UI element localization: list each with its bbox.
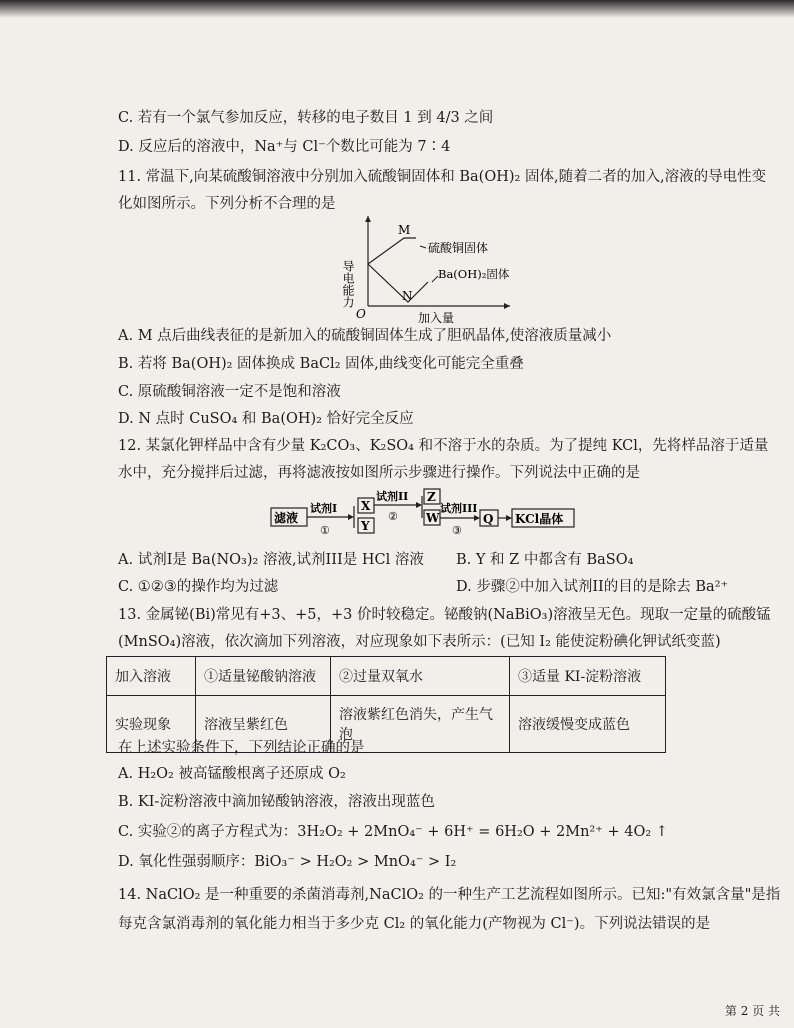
option-c-previous: C. 若有一个氯气参加反应，转移的电子数目 1 到 4/3 之间 <box>118 110 494 126</box>
question-12-line2: 水中，充分搅拌后过滤，再将滤液按如图所示步骤进行操作。下列说法中正确的是 <box>118 465 640 481</box>
origin-label: O <box>356 307 366 321</box>
conductivity-graph <box>334 210 534 325</box>
step-2-label: ② <box>388 510 398 523</box>
q-label: Q <box>483 512 494 526</box>
q12-option-a: A. 试剂I是 Ba(NO₃)₂ 溶液,试剂III是 HCl 溶液 <box>118 552 424 568</box>
step-3-label: ③ <box>452 524 462 537</box>
kcl-label: KCl晶体 <box>515 512 564 526</box>
point-n-label: N <box>402 289 413 303</box>
table-cell: 实验现象 <box>107 696 196 753</box>
q13-option-d: D. 氧化性强弱顺序：BiO₃⁻ > H₂O₂ > MnO₄⁻ > I₂ <box>118 854 457 870</box>
table-cell: ②过量双氧水 <box>331 657 510 696</box>
q13-lead: 在上述实验条件下，下列结论正确的是 <box>118 740 365 756</box>
q12-option-d: D. 步骤②中加入试剂II的目的是除去 Ba²⁺ <box>456 579 729 595</box>
q11-option-a: A. M 点后曲线表征的是新加入的硫酸铜固体生成了胆矾晶体,使溶液质量减小 <box>118 328 612 344</box>
table-cell: ③适量 KI-淀粉溶液 <box>510 657 666 696</box>
x-axis-arrow <box>504 303 510 309</box>
curve1-label: 硫酸铜固体 <box>428 241 489 255</box>
graph-ylabel: 导电能力 <box>341 260 355 308</box>
page-footer: 第 2 页 共 <box>724 1004 780 1018</box>
q12-option-c: C. ①②③的操作均为过滤 <box>118 579 279 595</box>
reagent-2-label: 试剂II <box>376 490 409 503</box>
step-1-label: ① <box>320 524 330 537</box>
curve1-leader <box>420 246 426 248</box>
curve-copper-sulfate <box>368 238 416 264</box>
table-cell: 溶液呈紫红色 <box>196 696 331 753</box>
question-14-line2: 每克含氯消毒剂的氧化能力相当于多少克 Cl₂ 的氧化能力(产物视为 Cl⁻)。下列说法错误的是 <box>118 916 711 932</box>
option-d-previous: D. 反应后的溶液中，Na⁺与 Cl⁻个数比可能为 7∶4 <box>118 139 451 155</box>
y-label: Y <box>361 519 370 533</box>
question-11-line2: 化如图所示。下列分析不合理的是 <box>118 196 336 212</box>
filtrate-label: 滤液 <box>274 511 299 525</box>
q13-option-b: B. KI-淀粉溶液中滴加铋酸钠溶液，溶液出现蓝色 <box>118 794 435 810</box>
curve2-label: Ba(OH)₂固体 <box>438 267 510 281</box>
reagent-1-label: 试剂I <box>310 502 338 515</box>
q13-option-c: C. 实验②的离子方程式为：3H₂O₂ + 2MnO₄⁻ + 6H⁺ = 6H₂O + 2Mn²⁺ + 4O₂ ↑ <box>118 824 668 840</box>
z-label: Z <box>427 490 436 504</box>
q11-option-d: D. N 点时 CuSO₄ 和 Ba(OH)₂ 恰好完全反应 <box>118 411 414 427</box>
q13-option-a: A. H₂O₂ 被高锰酸根离子还原成 O₂ <box>118 766 346 782</box>
question-13-line1: 13. 金属铋(Bi)常见有+3、+5，+3 价时较稳定。铋酸钠(NaBiO₃)溶液呈无色。现取一定量的硫酸锰 <box>118 607 771 623</box>
table-cell: 溶液紫红色消失，产生气泡 <box>331 696 510 753</box>
question-13-line2: (MnSO₄)溶液，依次滴加下列溶液，对应现象如下表所示：(已知 I₂ 能使淀粉碘化钾试纸变蓝) <box>118 634 721 650</box>
graph-xlabel: 加入量 <box>418 311 455 325</box>
question-11-line1: 11. 常温下,向某硫酸铜溶液中分别加入硫酸铜固体和 Ba(OH)₂ 固体,随着二者的加入,溶液的导电性变 <box>118 169 767 185</box>
q11-option-b: B. 若将 Ba(OH)₂ 固体换成 BaCl₂ 固体,曲线变化可能完全重叠 <box>118 356 524 372</box>
q11-option-c: C. 原硫酸铜溶液一定不是饱和溶液 <box>118 384 341 400</box>
w-label: W <box>426 511 440 525</box>
table-row <box>107 657 666 696</box>
x-label: X <box>361 499 371 513</box>
curve-barium-hydroxide <box>368 264 428 302</box>
table-cell: ①适量铋酸钠溶液 <box>196 657 331 696</box>
reagent-3-label: 试剂III <box>440 502 478 515</box>
question-14-line1: 14. NaClO₂ 是一种重要的杀菌消毒剂,NaClO₂ 的一种生产工艺流程如图所示。已知:"有效氯含量"是指 <box>118 887 781 903</box>
q12-option-b: B. Y 和 Z 中都含有 BaSO₄ <box>456 552 634 568</box>
page-top-shadow <box>0 0 794 18</box>
purification-flow-diagram <box>268 488 588 544</box>
question-12-line1: 12. 某氯化钾样品中含有少量 K₂CO₃、K₂SO₄ 和不溶于水的杂质。为了提纯 KCl，先将样品溶于适量 <box>118 438 769 454</box>
point-m-label: M <box>398 223 411 237</box>
y-axis-arrow <box>365 216 371 222</box>
table-cell: 加入溶液 <box>107 657 196 696</box>
table-cell: 溶液缓慢变成蓝色 <box>510 696 666 753</box>
